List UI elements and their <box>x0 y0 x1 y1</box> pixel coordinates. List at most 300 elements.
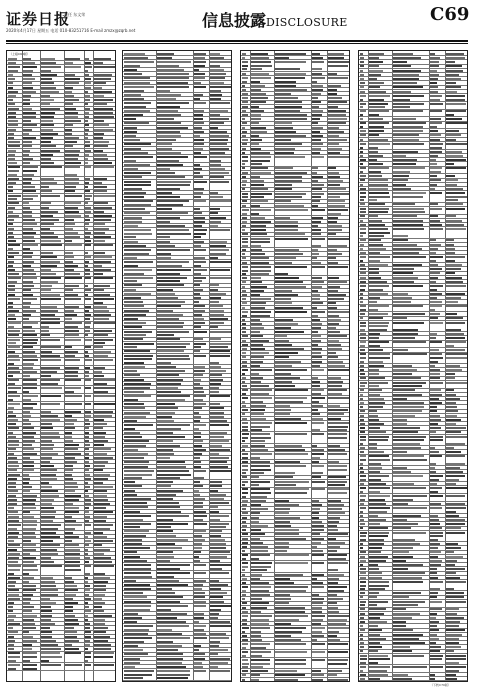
table-cell-text <box>251 253 265 255</box>
table-cell-text <box>8 432 13 434</box>
table-cell-text <box>446 447 454 449</box>
table-cell-text <box>369 674 388 676</box>
table-cell-text <box>312 397 324 399</box>
table-cell-text <box>275 302 292 304</box>
table-cell-text <box>194 265 201 267</box>
table-cell-text <box>41 108 60 110</box>
table-cell-text <box>446 196 467 198</box>
table-cell-text <box>242 449 245 451</box>
table-cell-text <box>393 581 423 583</box>
table-cell-text <box>23 95 31 97</box>
table-cell-text <box>94 277 114 279</box>
table-cell-text <box>210 102 230 104</box>
table-cell-text <box>251 65 272 67</box>
table-cell-text <box>41 387 62 389</box>
table-row <box>359 341 467 349</box>
table-cell-text <box>446 78 461 80</box>
table-cell-text <box>65 306 78 308</box>
table-cell-text <box>242 68 247 70</box>
table-cell-text <box>360 515 363 517</box>
table-cell-text <box>94 495 107 497</box>
table-cell-text <box>124 601 151 603</box>
table-cell-text <box>251 546 268 548</box>
table-cell-text <box>312 472 322 474</box>
table-cell-text <box>194 122 204 124</box>
table-cell-text <box>393 134 419 136</box>
table-cell-text <box>275 319 293 321</box>
table-cell-text <box>446 487 467 489</box>
table-cell-text <box>23 419 29 421</box>
table-cell-text <box>242 307 245 309</box>
table-cell-text <box>369 220 382 222</box>
table-cell-text <box>8 469 17 471</box>
table-cell-text <box>65 557 80 559</box>
table-cell-text <box>369 361 383 363</box>
table-cell-text <box>275 562 308 564</box>
table-cell-text <box>312 156 324 158</box>
table-row <box>359 167 467 175</box>
table-cell-text <box>242 97 248 99</box>
table-cell-text <box>41 70 51 72</box>
table-cell-text <box>393 196 423 198</box>
table-cell-text <box>242 139 248 141</box>
table-cell-text <box>242 508 246 510</box>
table-cell-text <box>65 334 79 336</box>
table-cell-text <box>65 648 79 650</box>
table-cell-text <box>360 289 365 291</box>
table-cell-text <box>446 337 465 339</box>
table-cell-text <box>446 86 462 88</box>
table-cell-text <box>124 212 150 214</box>
table-cell-text <box>369 511 387 513</box>
table-cell-text <box>328 253 343 255</box>
table-cell-text <box>124 265 138 267</box>
table-cell-text <box>94 285 110 287</box>
table-cell-text <box>360 402 364 404</box>
table-cell-text <box>446 471 463 473</box>
table-cell-text <box>124 502 147 504</box>
table-cell-text <box>124 539 142 541</box>
table-cell-text <box>430 519 439 521</box>
table-cell-text <box>312 582 322 584</box>
table-cell-text <box>369 431 386 433</box>
table-cell-text <box>124 249 151 251</box>
table-cell-text <box>124 257 137 259</box>
table-cell-text <box>242 550 245 552</box>
table-cell-text <box>194 461 201 463</box>
table-cell-text <box>275 615 308 617</box>
table-cell-text <box>369 74 382 76</box>
table-cell-text <box>242 569 245 571</box>
table-cell-text <box>430 451 439 453</box>
table-cell-text <box>251 635 262 637</box>
table-cell-text <box>85 536 88 538</box>
table-cell-text <box>275 365 292 367</box>
table-cell-text <box>8 668 16 670</box>
table-cell-text <box>242 229 245 231</box>
table-cell-text <box>360 268 366 270</box>
table-cell-text <box>124 498 151 500</box>
table-cell-text <box>157 453 174 455</box>
table-cell-text <box>446 349 465 351</box>
table-cell-text <box>430 634 437 636</box>
table-cell-text <box>393 568 408 570</box>
table-cell-text <box>157 277 187 279</box>
table-cell-text <box>328 542 345 544</box>
table-cell-text <box>41 223 54 225</box>
table-cell-text <box>157 160 179 162</box>
table-cell-text <box>8 627 13 629</box>
table-cell-text <box>251 457 260 459</box>
table-cell-text <box>94 166 114 168</box>
table-cell-text <box>430 86 438 88</box>
table-cell-text <box>275 517 300 519</box>
table-cell-text <box>369 638 386 640</box>
table-cell-text <box>446 507 467 509</box>
table-cell-text <box>157 326 183 328</box>
table-cell-text <box>446 406 458 408</box>
table-cell-text <box>360 455 366 457</box>
table-cell-text <box>430 365 435 367</box>
table-cell-text <box>446 564 455 566</box>
table-cell-text <box>23 248 29 250</box>
table-cell-text <box>23 569 37 571</box>
table-cell-text <box>157 102 189 104</box>
table-cell-text <box>275 122 292 124</box>
table-cell-text <box>360 629 365 631</box>
table-cell-text <box>430 110 442 112</box>
table-cell-text <box>312 481 325 483</box>
table-cell-text <box>360 415 364 417</box>
table-cell-text <box>393 402 424 404</box>
table-cell-text <box>360 523 365 525</box>
table-cell-text <box>124 184 151 186</box>
table-cell-text <box>369 333 381 335</box>
table-cell-text <box>157 613 187 615</box>
table-cell-text <box>242 437 248 439</box>
table-cell-text <box>124 293 151 295</box>
table-cell-text <box>8 346 20 348</box>
table-cell-text <box>369 159 377 161</box>
table-cell-text <box>312 184 324 186</box>
table-cell-text <box>430 139 440 141</box>
table-cell-text <box>8 314 15 316</box>
table-row <box>123 268 231 276</box>
table-cell-text <box>446 333 464 335</box>
table-cell-text <box>242 418 247 420</box>
table-cell-text <box>251 335 263 337</box>
table-cell-text <box>23 129 32 131</box>
table-cell-text <box>210 432 228 434</box>
table-cell-text <box>8 636 14 638</box>
table-cell-text <box>328 135 339 137</box>
table-cell-text <box>194 245 201 247</box>
table-cell-text <box>124 196 144 198</box>
table-cell-text <box>369 103 388 105</box>
table-cell-text <box>360 196 366 198</box>
table-cell-text <box>360 134 366 136</box>
table-cell-text <box>446 431 462 433</box>
table-cell-text <box>430 353 441 355</box>
table-cell-text <box>369 503 386 505</box>
table-cell-text <box>275 582 294 584</box>
table-cell-text <box>65 228 73 230</box>
table-cell-text <box>94 419 104 421</box>
table-cell-text <box>65 108 76 110</box>
table-cell-text <box>23 532 35 534</box>
table-cell-text <box>251 262 269 264</box>
table-cell-text <box>430 475 442 477</box>
table-cell-text <box>369 329 387 331</box>
table-cell-text <box>85 619 88 621</box>
table-cell-text <box>41 211 58 213</box>
table-cell-text <box>446 410 458 412</box>
table-cell-text <box>8 133 14 135</box>
table-cell-text <box>85 379 91 381</box>
table-cell-text <box>194 666 203 668</box>
table-cell-text <box>446 646 461 648</box>
table-cell-text <box>251 679 259 681</box>
table-cell-text <box>242 361 247 363</box>
table-cell-text <box>251 476 259 478</box>
table-cell-text <box>275 257 296 259</box>
table-cell-text <box>85 387 91 389</box>
table-cell-text <box>242 521 246 523</box>
table-cell-text <box>94 573 105 575</box>
table-cell-text <box>94 520 106 522</box>
table-cell-text <box>157 641 173 643</box>
table-cell-text <box>210 670 230 672</box>
table-cell-text <box>430 309 435 311</box>
table-cell-text <box>157 212 188 214</box>
table-cell-text <box>94 457 113 459</box>
table-cell-text <box>369 568 379 570</box>
table-cell-text <box>8 108 19 110</box>
table-cell-text <box>194 613 204 615</box>
table-cell-text <box>275 461 300 463</box>
table-cell-text <box>328 492 347 494</box>
table-cell-text <box>65 124 73 126</box>
table-cell-text <box>210 245 226 247</box>
table-cell-text <box>446 293 465 295</box>
table-cell-text <box>393 592 421 594</box>
table-row <box>241 60 349 71</box>
table-cell-text <box>124 176 142 178</box>
table-cell-text <box>23 285 33 287</box>
table-cell-text <box>124 519 143 521</box>
table-cell-text <box>23 432 35 434</box>
table-cell-text <box>328 369 349 371</box>
table-cell-text <box>393 341 426 343</box>
table-cell-text <box>369 248 386 250</box>
table-cell-text <box>157 530 173 532</box>
table-cell-text <box>328 445 340 447</box>
table-cell-text <box>157 362 171 364</box>
table-cell-text <box>360 159 366 161</box>
table-cell-text <box>23 453 36 455</box>
table-cell-text <box>124 241 138 243</box>
table-cell-text <box>41 652 60 654</box>
table-cell-text <box>85 124 89 126</box>
table-cell-text <box>312 93 320 95</box>
table-cell-text <box>275 611 305 613</box>
table-cell-text <box>360 349 365 351</box>
table-cell-text <box>124 485 142 487</box>
table-cell-text <box>85 636 91 638</box>
table-cell-text <box>328 340 339 342</box>
table-cell-text <box>360 369 364 371</box>
table-row <box>7 663 115 671</box>
table-cell-text <box>41 306 57 308</box>
editor-line: 责任 东文荣 <box>64 12 86 17</box>
table-cell-text <box>251 574 263 576</box>
table-cell-text <box>275 193 306 195</box>
table-cell-text <box>328 484 345 486</box>
table-cell-text <box>251 651 271 653</box>
table-cell-text <box>242 180 247 182</box>
table-cell-text <box>430 341 442 343</box>
table-cell-text <box>251 449 268 451</box>
table-cell-text <box>94 318 110 320</box>
table-cell-text <box>360 592 365 594</box>
table-cell-text <box>157 526 171 528</box>
table-cell-text <box>446 495 465 497</box>
table-cell-text <box>23 62 34 64</box>
table-cell-text <box>65 457 75 459</box>
table-cell-text <box>446 297 462 299</box>
table-cell-text <box>94 207 113 209</box>
table-cell-text <box>275 131 296 133</box>
table-cell-text <box>360 551 366 553</box>
table-cell-text <box>393 74 419 76</box>
table-cell-text <box>65 482 76 484</box>
table-cell-text <box>242 73 246 75</box>
table-cell-text <box>41 371 57 373</box>
table-cell-text <box>242 85 245 87</box>
table-cell-text <box>94 557 111 559</box>
table-cell-text <box>8 62 16 64</box>
table-cell-text <box>194 387 203 389</box>
table-cell-text <box>430 406 437 408</box>
table-cell-text <box>360 99 363 101</box>
table-cell-text <box>23 367 33 369</box>
table-cell-text <box>446 252 455 254</box>
table-cell-text <box>328 277 339 279</box>
table-cell-text <box>124 318 138 320</box>
table-cell-text <box>94 190 107 192</box>
table-cell-text <box>124 273 144 275</box>
table-cell-text <box>157 637 190 639</box>
table-cell-text <box>328 659 348 661</box>
table-cell-text <box>430 646 440 648</box>
table-cell-text <box>312 635 324 637</box>
table-cell-text <box>275 307 303 309</box>
table-cell-text <box>194 188 203 190</box>
table-cell-text <box>41 606 51 608</box>
table-cell-text <box>124 387 150 389</box>
table-cell-text <box>65 549 79 551</box>
table-cell-text <box>275 188 292 190</box>
table-cell-text <box>312 152 320 154</box>
table-cell-text <box>157 432 173 434</box>
table-cell-text <box>312 542 321 544</box>
table-cell-text <box>446 281 463 283</box>
table-cell-text <box>157 293 175 295</box>
table-cell-text <box>85 269 90 271</box>
table-cell-text <box>41 256 57 258</box>
table-cell-text <box>210 289 218 291</box>
table-cell-text <box>94 150 103 152</box>
table-cell-text <box>251 472 264 474</box>
table-cell-text <box>157 592 175 594</box>
table-cell-text <box>430 369 440 371</box>
table-cell-text <box>369 629 382 631</box>
table-cell-text <box>430 447 435 449</box>
table-cell-text <box>210 160 221 162</box>
table-cell-text <box>210 490 218 492</box>
table-cell-text <box>328 221 338 223</box>
table-cell-text <box>360 410 365 412</box>
table-cell-text <box>360 419 364 421</box>
table-cell-text <box>369 349 383 351</box>
table-cell-text <box>275 127 293 129</box>
table-cell-text <box>194 53 206 55</box>
table-cell-text <box>242 651 248 653</box>
table-cell-text <box>393 471 411 473</box>
table-cell-text <box>275 663 306 665</box>
table-cell-text <box>124 584 150 586</box>
table-row <box>7 277 115 285</box>
table-cell-text <box>328 405 340 407</box>
table-cell-text <box>85 265 88 267</box>
table-cell-text <box>124 355 153 357</box>
table-cell-text <box>194 82 201 84</box>
table-cell-text <box>393 499 413 501</box>
table-cell-text <box>275 221 298 223</box>
table-cell-text <box>157 366 176 368</box>
table-cell-text <box>8 306 13 308</box>
table-cell-text <box>275 61 306 63</box>
table-cell-text <box>210 200 231 202</box>
table-cell-text <box>242 484 245 486</box>
table-cell-text <box>194 519 203 521</box>
table-cell-text <box>124 625 153 627</box>
table-cell-text <box>251 481 270 483</box>
table-cell-text <box>369 402 385 404</box>
table-cell-text <box>157 449 173 451</box>
table-cell-text <box>393 443 420 445</box>
table-cell-text <box>157 412 175 414</box>
table-cell-text <box>8 219 14 221</box>
table-cell-text <box>430 272 439 274</box>
table-cell-text <box>360 471 364 473</box>
table-cell-text <box>393 329 418 331</box>
table-cell-text <box>393 365 412 367</box>
table-cell-text <box>312 659 325 661</box>
table-cell-text <box>124 94 141 96</box>
table-cell-text <box>446 220 462 222</box>
table-cell-text <box>41 520 53 522</box>
table-cell-text <box>328 229 342 231</box>
table-cell-text <box>393 239 408 241</box>
table-cell-text <box>124 474 152 476</box>
table-cell-text <box>124 470 154 472</box>
table-cell-text <box>157 139 176 141</box>
table-cell-text <box>430 333 436 335</box>
table-cell-text <box>369 167 389 169</box>
table-cell-text <box>242 492 248 494</box>
table-cell-text <box>446 184 457 186</box>
